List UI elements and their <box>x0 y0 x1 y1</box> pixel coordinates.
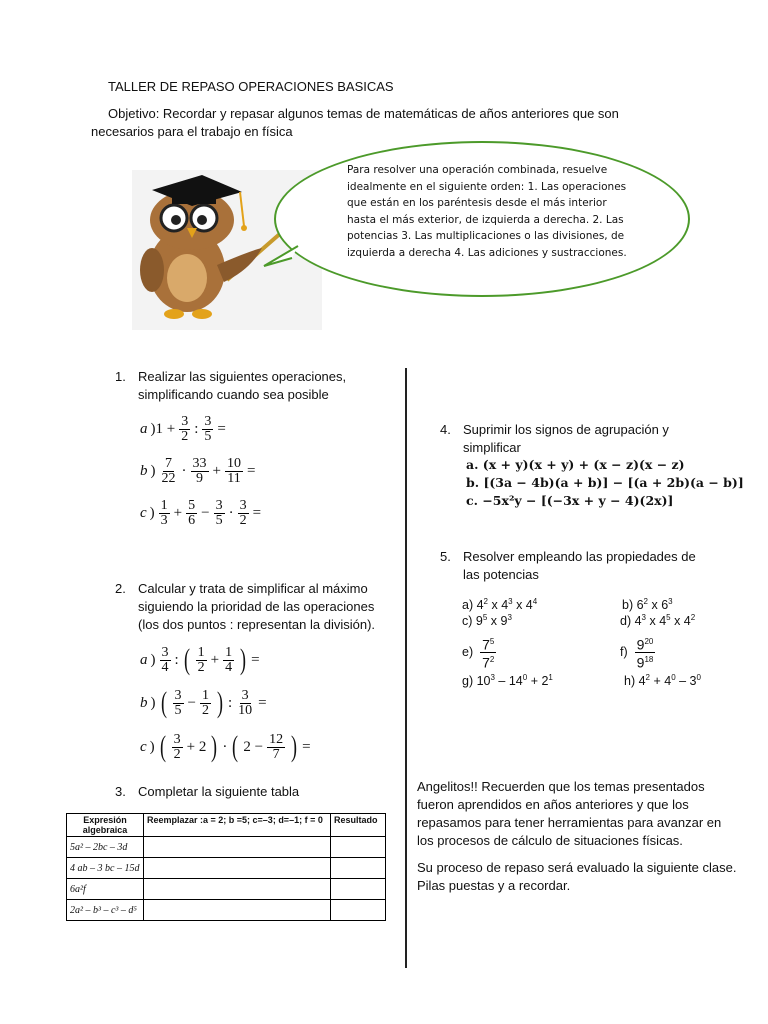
table-cell-substitute[interactable] <box>144 858 331 879</box>
section-4-number: 4. <box>440 422 451 437</box>
section-3-text: Completar la siguiente tabla <box>138 784 300 799</box>
table-header-substitute: Reemplazar :a = 2; b =5; c=–3; d=–1; f = 0 <box>144 814 331 837</box>
section-4-line-2: simplificar <box>463 440 521 455</box>
table-row <box>67 879 386 900</box>
closing-paragraph-2: Su proceso de repaso será evaluado la siguiente clase. Pilas puestas y a recordar. <box>417 860 737 893</box>
speech-bubble-text: Para resolver una operación combinada, resuelve idealmente en el siguiente orden: 1. Las operaciones que están en los paréntesis desde el más interior hasta el más exterior, de izquierda a derecha. 2. Las potencias 3. Las multiplicaciones o las divisiones, de izquierda a derecha 4. Las adiciones y sustracciones. <box>347 164 627 259</box>
substitution-table <box>66 813 386 921</box>
section-2-line-1: Calcular y trata de simplificar al máximo <box>138 581 368 596</box>
section-2-number: 2. <box>115 581 126 596</box>
section-4-line-1: Suprimir los signos de agrupación y <box>463 422 669 437</box>
section-5-line-1: Resolver empleando las propiedades de <box>463 549 696 564</box>
table-cell-substitute[interactable] <box>144 879 331 900</box>
section-5-number: 5. <box>440 549 451 564</box>
section-2-line-3: (los dos puntos : representan la división). <box>138 617 376 632</box>
table-header-expression: Expresión algebraica <box>67 814 144 837</box>
table-cell-substitute[interactable] <box>144 837 331 858</box>
table-cell-expression: 5a² – 2bc – 3d <box>67 837 144 858</box>
powers-exercises-image: a) $4^2$ x $4^3$ x $4^4$ b) $6^2$ x $6^3$ c) $9^5$ x $9^3$ d) $4^3$ x $4^5$ x $4^2$ e) $\frac{7^5}{7^2}$ f) $\frac{9^{20}}{9^{18}}$ g) $10^3 - 14^0 + 2^1$ h) $4^2 + 4^0 - 3^0$ <box>462 597 701 689</box>
section-5-line-2: las potencias <box>463 567 539 582</box>
table-cell-result[interactable] <box>331 837 386 858</box>
closing-paragraph-1: Angelitos!! Recuerden que los temas presentados fueron aprendidos en años anteriores y que los repasamos para tener herramientas para avanzar en los procesos de cálculo de situaciones físicas. <box>417 779 722 848</box>
exercise-4a: a. (x + y)(x + y) + (x − z)(x − z) <box>466 457 685 472</box>
table-cell-expression: 4 ab – 3 bc – 15d <box>67 858 144 879</box>
table-row <box>67 837 386 858</box>
table-cell-expression: 2a² – b³ – c³ – d⁵ <box>67 900 144 921</box>
exercise-2a: a ) $\frac{3}{4}$ : ( $\frac{1}{2}$ + $\frac{1}{4}$ ) = <box>140 643 260 676</box>
exercise-4c: c. −5x²y − [(−3x + y − 4)(2x)] <box>466 493 674 508</box>
section-1-line-2: simplificando cuando sea posible <box>138 387 329 402</box>
exercise-2b: b ) ( $\frac{3}{5}$ − $\frac{1}{2}$ ) : $\frac{3}{10}$ = <box>140 686 267 719</box>
speech-bubble-tail <box>262 240 302 270</box>
section-2-line-2: siguiendo la prioridad de las operaciones <box>138 599 375 614</box>
section-3-number: 3. <box>115 784 126 799</box>
exercise-1b: b ) $\frac{7}{22}$ · $\frac{33}{9}$ + $\frac{10}{11}$ = <box>140 456 256 486</box>
exercise-4b: b. [(3a − 4b)(a + b)] − [(a + 2b)(a − b)] <box>466 475 744 490</box>
page-title: TALLER DE REPASO OPERACIONES BASICAS <box>108 79 394 94</box>
objective-line-2: necesarios para el trabajo en física <box>91 124 293 139</box>
exercise-2c: c ) ( $\frac{3}{2}$ + 2 ) · ( 2 − $\frac{12}{7}$ ) = <box>140 730 311 763</box>
objective-line-1: Objetivo: Recordar y repasar algunos temas de matemáticas de años anteriores que son <box>108 106 619 121</box>
table-cell-result[interactable] <box>331 879 386 900</box>
section-1-line-1: Realizar las siguientes operaciones, <box>138 369 347 384</box>
table-cell-result[interactable] <box>331 858 386 879</box>
table-cell-substitute[interactable] <box>144 900 331 921</box>
table-cell-result[interactable] <box>331 900 386 921</box>
exercise-1a: a )1 + $\frac{3}{2}$ : $\frac{3}{5}$ = <box>140 414 226 444</box>
table-header-result: Resultado <box>331 814 386 837</box>
table-cell-expression: 6a²f <box>67 879 144 900</box>
exercise-1c: c ) $\frac{1}{3}$ + $\frac{5}{6}$ − $\frac{3}{5}$ · $\frac{3}{2}$ = <box>140 498 262 528</box>
section-1-number: 1. <box>115 369 126 384</box>
table-row <box>67 858 386 879</box>
table-row <box>67 900 386 921</box>
column-divider <box>405 368 407 968</box>
